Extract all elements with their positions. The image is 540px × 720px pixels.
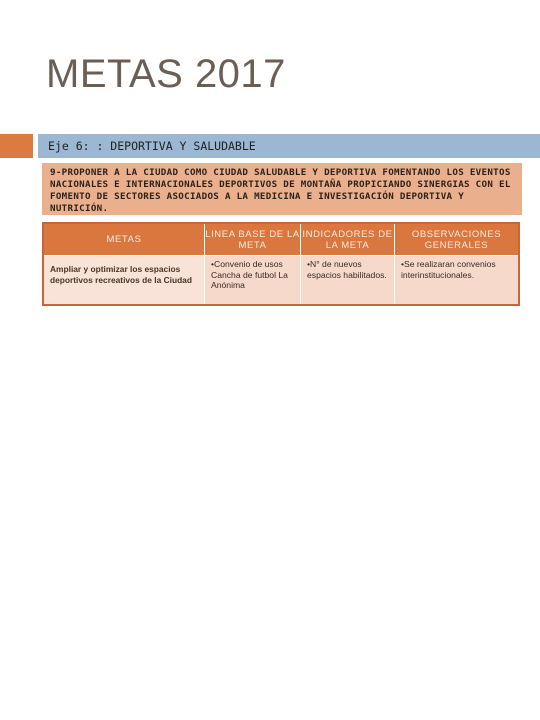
header-metas: METAS xyxy=(44,224,204,255)
row-observaciones: •Se realizaran convenios interinstitucionales. xyxy=(395,256,518,304)
accent-bar xyxy=(0,134,33,158)
row-divider xyxy=(44,255,518,256)
header-observaciones: OBSERVACIONES GENERALES xyxy=(395,224,518,255)
objective-text: 9-PROPONER A LA CIUDAD COMO CIUDAD SALUDABLE Y DEPORTIVA FOMENTANDO LOS EVENTOS NACIONALES E INTERNACIONALES DEPORTIVOS DE MONTAÑA PROPICIANDO SINERGIAS CON EL FOMENTO DE SECTORES ASOCIADOS A LA MEDICINA E INVESTIGACIÓN DEPORTIVA Y NUTRICIÓN. xyxy=(50,167,511,214)
eje-label: Eje 6: : DEPORTIVA Y SALUDABLE xyxy=(48,139,256,153)
header-linea-base: LINEA BASE DE LA META xyxy=(205,224,300,255)
column-divider xyxy=(204,224,205,304)
objective-box xyxy=(42,163,522,215)
row-meta: Ampliar y optimizar los espacios deportivos recreativos de la Ciudad xyxy=(44,256,204,304)
row-indicadores: •N° de nuevos espacios habilitados. xyxy=(301,256,394,304)
header-indicadores: INDICADORES DE LA META xyxy=(301,224,394,255)
metas-table xyxy=(42,222,520,306)
column-divider xyxy=(300,224,301,304)
column-divider xyxy=(394,224,395,304)
slide-title: METAS 2017 xyxy=(46,52,286,96)
row-linea-base: •Convenio de usos Cancha de futbol La Anónima xyxy=(205,256,300,304)
